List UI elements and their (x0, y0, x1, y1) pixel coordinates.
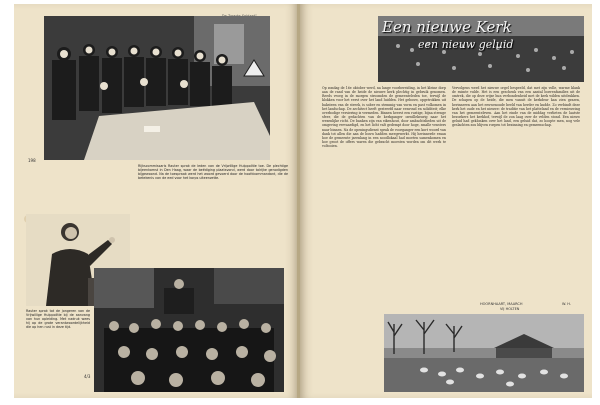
church-sheep-photo-image (384, 314, 584, 392)
article-title-line-1: Een nieuwe Kerk (382, 18, 512, 36)
caption-left: Rauter sprak tot de jongeren van de Vrijwillige Hulppolitie bij de aanvang van hun opleiding. Met nadruk wees hij op de grote verantwoordelijkheid die op hen rust in deze tijd. (26, 309, 90, 329)
title-photo (378, 16, 584, 82)
signature-line-3: VIJ HOLTEN (500, 307, 520, 311)
meeting-photo-image (44, 16, 270, 160)
church-sheep-photo (384, 314, 584, 392)
article-column-1: Op zondag de 16e oktober werd, na lange voorbereiding, in het kleine dorp aan de rand van de heide de nieuwe kerk plechtig in gebruik genomen. Reeds vroeg in de morgen stroomden de gemeenteleden toe, terwijl de klokken voor het eerst over het land luidden. Het gebouw, opgetrokken uit baksteen van de streek, is sober en stemmig van vorm en past volkomen in het landschap. De architect heeft gestreefd naar eenvoud en soliditeit; elke overbodige versiering is vermeden. Binnen heerst een rustige, bijna strenge sfeer, die de gedachten van de kerkganger onwillekeurig naar het wezenlijke richt. De banken zijn van eikenhout, door ambachtslieden uit de omgeving vervaardigd, en het licht valt gedempt door hoge, smalle vensters naar binnen. Na de openingsdienst sprak de voorganger een kort woord van dank tot allen die aan de bouw hadden meegewerkt. Hij herinnerde eraan hoe de gemeente jarenlang in een noodlokaal had moeten samenkomen en hoe groot de offers waren die gebracht moesten worden om dit werk te voltooien. (322, 86, 446, 149)
signature-line-1: HOORNHAART, MAARCH (480, 302, 523, 306)
meeting-photo (44, 16, 270, 160)
article-title-line-2: een nieuw geluid (418, 38, 514, 51)
caption-top: Rijkscommissaris Rauter sprak de leden van de Vrijwillige Hulppolitie toe. De plechtige bijeenkomst in Den Haag, waar de beëdiging plaatsvond, werd door talrijke genodigden bijgewoond. Na de toespraak werd het woord gevoerd door de hoofdcommandant, die de betekenis van de eed voor het korps uiteenzette. (138, 164, 288, 180)
right-page (300, 4, 592, 398)
page-number-bottom: 4/3 (84, 374, 91, 379)
audience-photo (94, 268, 284, 392)
page-number-top: 198 (28, 158, 36, 163)
article-column-2: Vervolgens werd het nieuwe orgel bespeeld, dat met zijn volle, warme klank de ruimte vulde. Het is een geschenk van een aantal boerenfamilies uit de omtrek, die op deze wijze hun verbondenheid met de kerk wilden uitdrukken. De schapen op de heide, die men vanuit de kerkdeur kan zien grazen, herinneren aan het eeuwenoude beeld van herder en kudde. Zo verbindt deze kerk het oude en het nieuwe: de traditie van het platteland en de vernieuwing van het gemeenteleven. Aan het einde van de middag verlieten de laatste bezoekers het kerkhof, terwijl de zon laag over de velden stond. Een nieuw geluid had geklonken over het land, een geluid dat, zo hoopte men, nog vele geslachten zou blijven roepen tot bezinning en gemeenschap. (452, 86, 580, 128)
magazine-spread (14, 4, 592, 398)
audience-photo-image (94, 268, 284, 392)
signature-line-2: W. H. (562, 302, 571, 306)
left-page (14, 4, 298, 398)
